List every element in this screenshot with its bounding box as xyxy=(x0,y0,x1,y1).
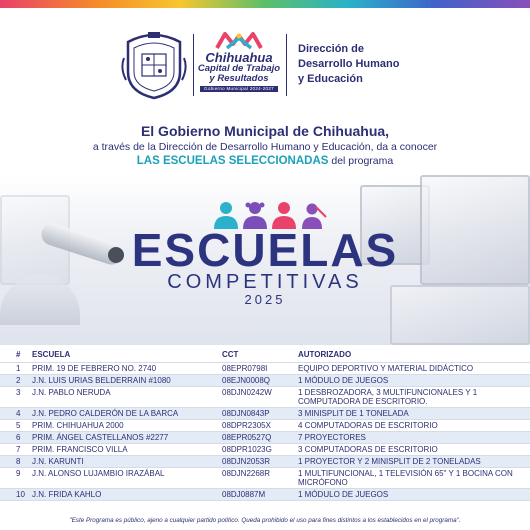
table-row xyxy=(0,375,530,387)
authorized-items: 4 COMPUTADORAS DE ESCRITORIO xyxy=(298,421,438,430)
column-header: CCT xyxy=(222,348,298,363)
column-header: AUTORIZADO xyxy=(298,348,530,363)
row-number: 3 xyxy=(16,388,21,397)
row-number: 10 xyxy=(0,489,32,501)
row-number: 4 xyxy=(0,408,32,420)
row-number: 5 xyxy=(16,421,21,430)
logo-subtitle: Capital de Trabajo xyxy=(197,63,281,74)
program-title: ESCUELAS xyxy=(131,224,399,276)
intro-line-end: del programa xyxy=(328,155,394,167)
department-line: Dirección de xyxy=(298,43,365,55)
municipal-seal-icon xyxy=(120,28,188,100)
row-number: 6 xyxy=(0,432,32,444)
table-row xyxy=(0,456,530,468)
school-name: PRIM. CHIHUAHUA 2000 xyxy=(32,421,124,430)
department-line: y Educación xyxy=(298,73,363,85)
authorized-items: 1 MULTIFUNCIONAL, 1 TELEVISIÓN 65" Y 1 BOCINA CON MICRÓFONO xyxy=(298,469,513,487)
school-cct: 08DJN2268R xyxy=(222,469,271,478)
school-name: J.N. PEDRO CALDERÓN DE LA BARCA xyxy=(32,408,222,420)
logo-title: Chihuahua xyxy=(205,50,273,65)
school-cct: 08EPR0527Q xyxy=(222,432,298,444)
department-name xyxy=(298,42,438,87)
school-name: J.N. KARUNTI xyxy=(32,456,222,468)
school-cct: 08DJN2053R xyxy=(222,456,298,468)
school-cct: 08EPR0798I xyxy=(222,364,268,373)
table-row xyxy=(0,387,530,408)
row-number: 1 xyxy=(16,364,21,373)
school-name: PRIM. FRANCISCO VILLA xyxy=(32,445,128,454)
divider xyxy=(286,34,287,96)
intro-highlight-line xyxy=(0,154,530,169)
column-header: # xyxy=(0,348,32,363)
chihuahua-logo xyxy=(196,30,282,106)
intro-text xyxy=(0,122,530,169)
table-header-row xyxy=(0,348,530,363)
row-number: 7 xyxy=(16,445,21,454)
authorized-items: 7 PROYECTORES xyxy=(298,432,530,444)
intro-subheading: a través de la Dirección de Desarrollo Humano y Educación, da a conocer xyxy=(92,141,438,153)
rainbow-bar xyxy=(0,0,530,8)
logo-subtitle-2: y Resultados xyxy=(209,73,269,84)
school-name: J.N. ALONSO LUJAMBIO IRAZÁBAL xyxy=(32,469,165,478)
column-header: ESCUELA xyxy=(32,348,222,363)
table-row xyxy=(0,420,530,432)
department-line: Desarrollo Humano xyxy=(298,58,400,70)
intro-heading: El Gobierno Municipal de Chihuahua, xyxy=(140,123,390,139)
divider xyxy=(193,34,194,96)
authorized-items: 1 MÓDULO DE JUEGOS xyxy=(298,375,530,387)
authorized-items: 1 MÓDULO DE JUEGOS xyxy=(298,489,530,501)
hero-banner xyxy=(0,175,530,345)
authorized-items: 1 PROYECTOR Y 2 MINISPLIT DE 2 TONELADAS xyxy=(298,456,530,468)
authorized-items: 1 DESBROZADORA, 3 MULTIFUNCIONALES Y 1 COMPUTADORA DE ESCRITORIO. xyxy=(298,388,478,406)
authorized-items: 3 COMPUTADORAS DE ESCRITORIO xyxy=(298,445,438,454)
school-name: J.N. PABLO NERUDA xyxy=(32,388,111,397)
school-name: PRIM. 19 DE FEBRERO NO. 2740 xyxy=(32,364,157,373)
table-row xyxy=(0,444,530,456)
school-cct: 08DJN0242W xyxy=(222,388,272,397)
row-number: 9 xyxy=(16,469,21,478)
school-cct: 08DJ0887M xyxy=(222,489,298,501)
header xyxy=(0,20,530,110)
school-cct: 08DPR2305X xyxy=(222,421,271,430)
school-cct: 08EJN0008Q xyxy=(222,375,298,387)
school-cct: 08DPR1023G xyxy=(222,445,272,454)
school-cct: 08DJN0843P xyxy=(222,408,298,420)
chihuahua-logo-icon xyxy=(213,30,265,50)
logo-tagline: Gobierno Municipal 2024-2027 xyxy=(200,86,278,92)
authorized-items: EQUIPO DEPORTIVO Y MATERIAL DIDÁCTICO xyxy=(298,364,474,373)
schools-table xyxy=(0,348,530,512)
school-name: J.N. FRIDA KAHLO xyxy=(32,489,222,501)
table-row xyxy=(0,408,530,420)
school-name: J.N. LUIS URIAS BELDERRAIN #1080 xyxy=(32,375,222,387)
authorized-items: 3 MINISPLIT DE 1 TONELADA xyxy=(298,408,530,420)
table-row xyxy=(0,468,530,489)
row-number: 2 xyxy=(0,375,32,387)
table-row xyxy=(0,363,530,375)
program-year: 2025 xyxy=(244,292,286,307)
school-name: PRIM. ÁNGEL CASTELLANOS #2277 xyxy=(32,432,222,444)
footnote: "Este Programa es público, ajeno a cualquier partido político. Queda prohibido el uso para fines distintos a los establecidos en el programa". xyxy=(69,517,461,524)
table-row xyxy=(0,432,530,444)
row-number: 8 xyxy=(0,456,32,468)
program-subtitle: COMPETITIVAS xyxy=(167,271,363,293)
highlight-text: LAS ESCUELAS SELECCIONADAS xyxy=(136,155,329,167)
table-row xyxy=(0,489,530,501)
